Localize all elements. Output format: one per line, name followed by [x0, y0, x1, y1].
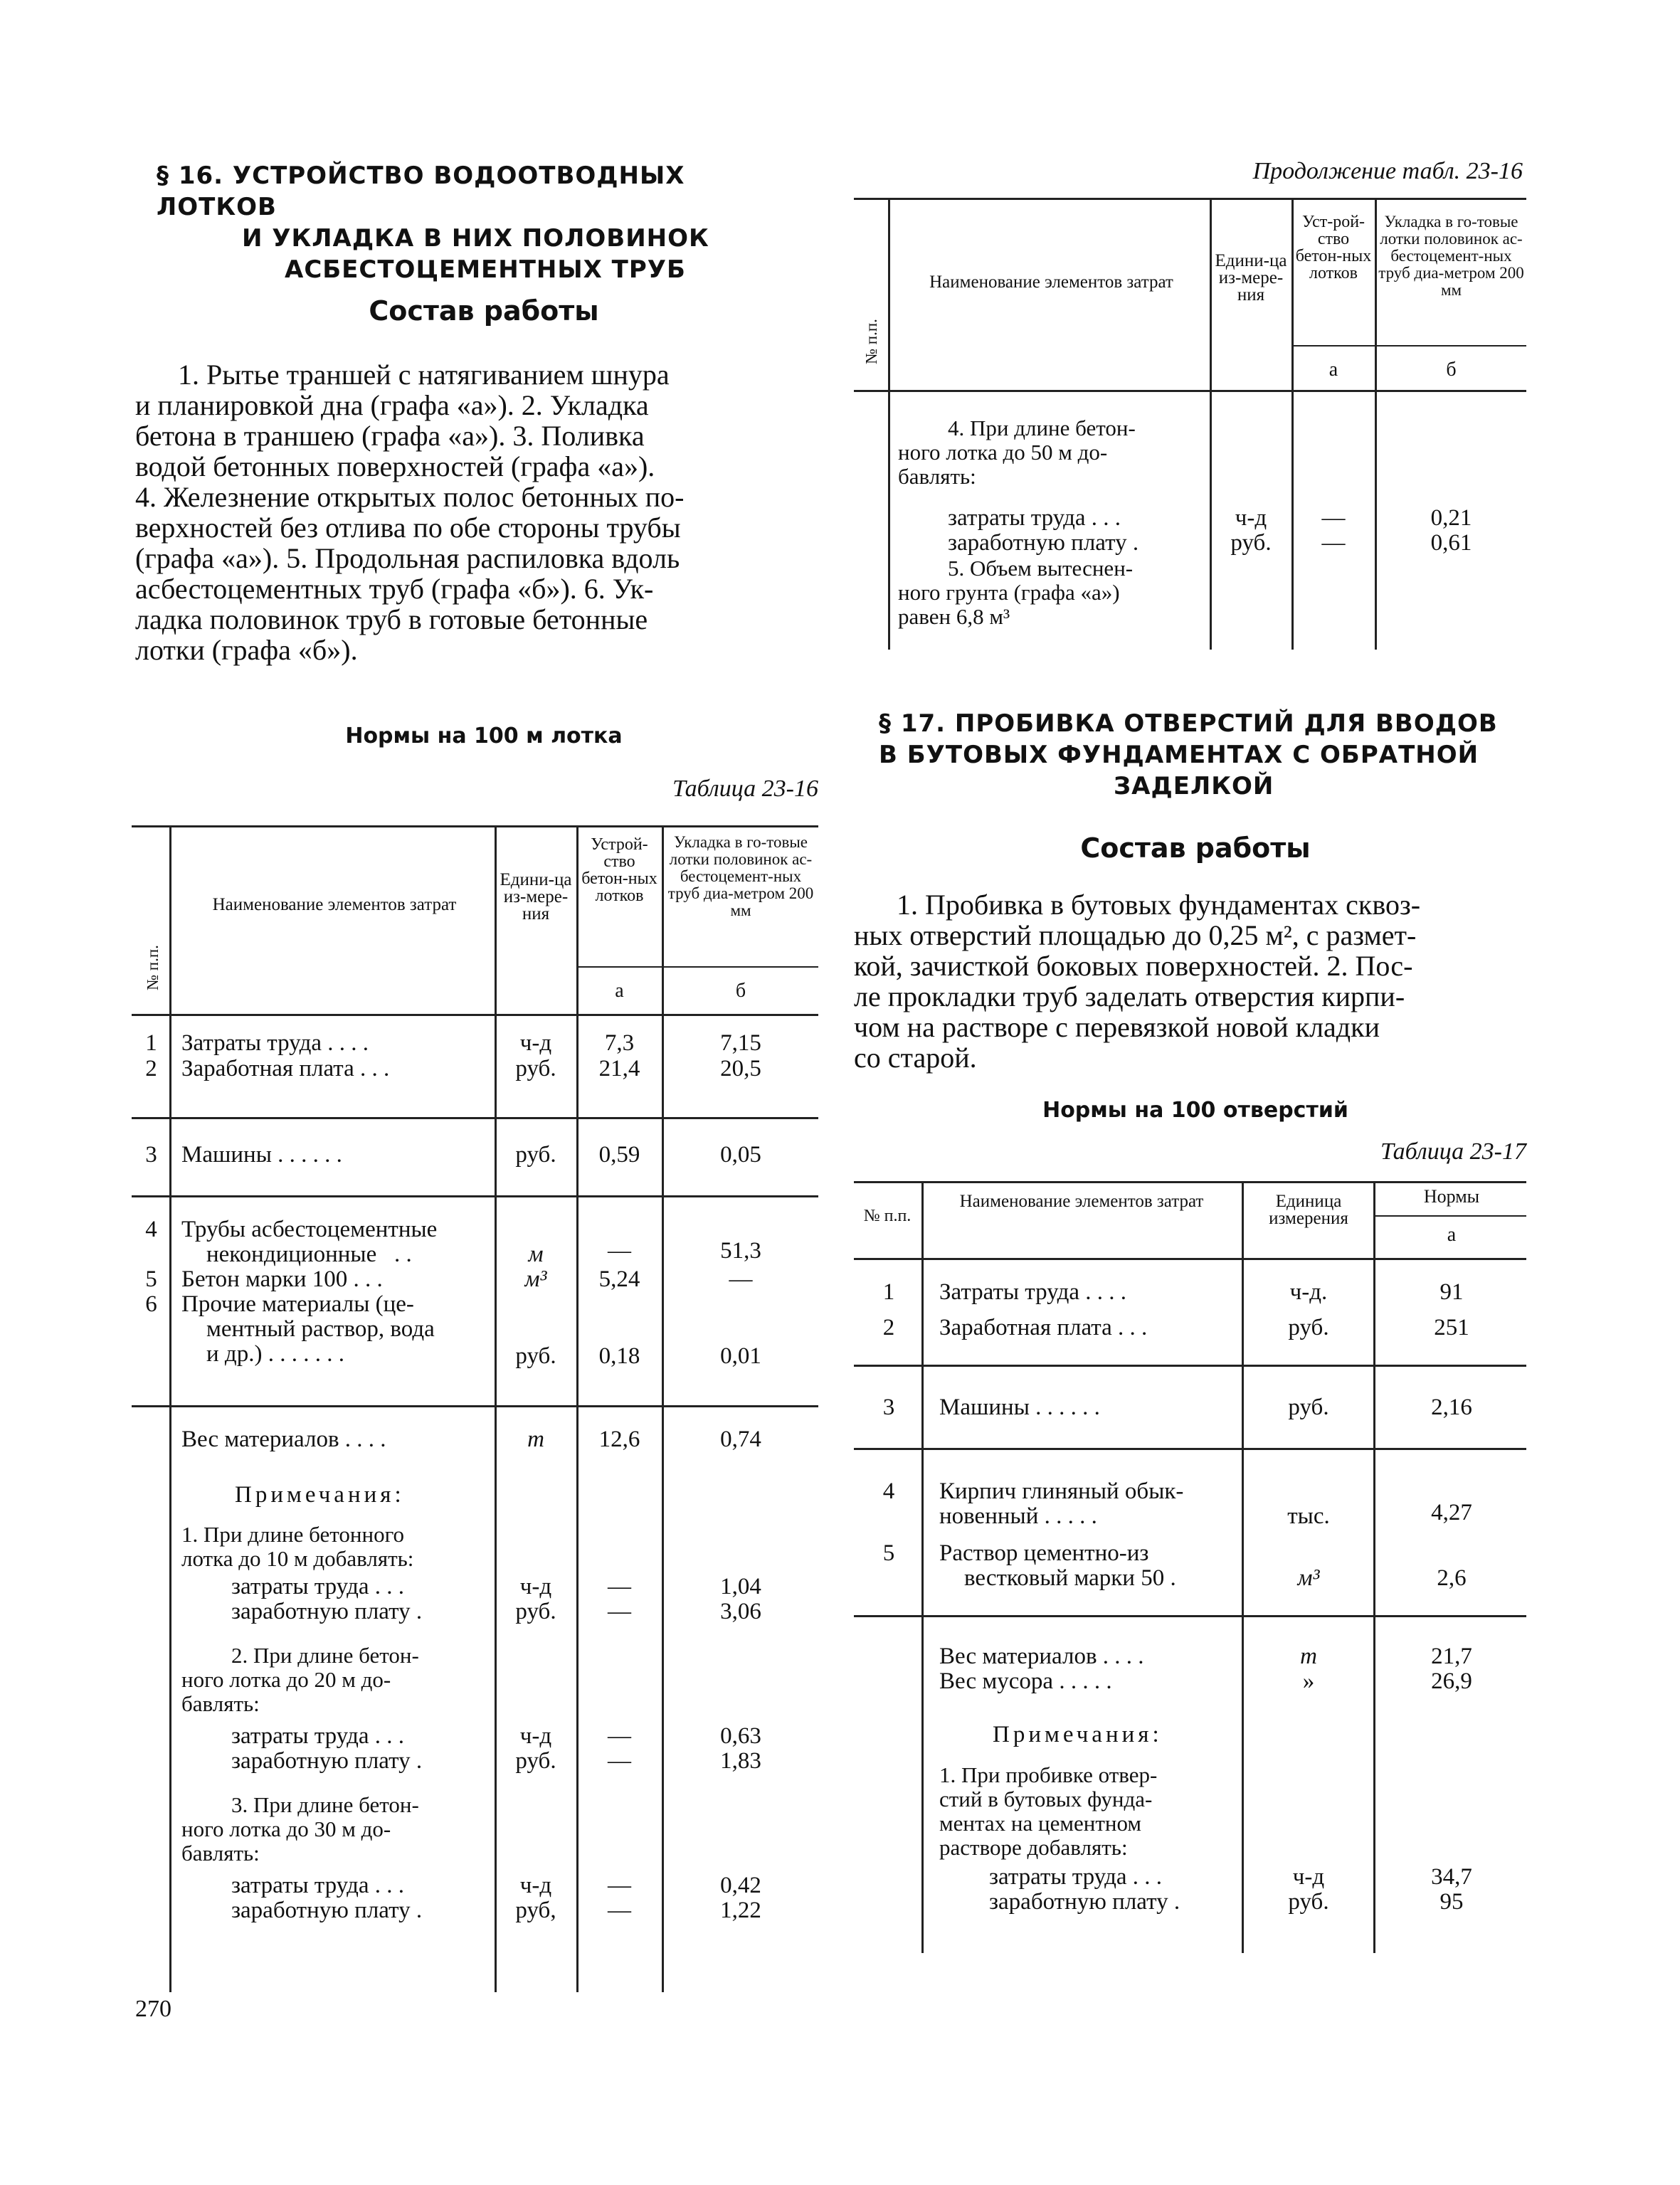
t16-n3-b2: 1,22 [720, 1898, 761, 1923]
t16-header-unit: Едини-ца из-мере-ния [500, 870, 572, 924]
t17-r5-a: 2,6 [1437, 1565, 1467, 1591]
t17-header-norms: Нормы [1423, 1186, 1480, 1207]
t17-n1-unit1: ч-д [1292, 1864, 1325, 1890]
t17-r3-name: Машины [939, 1395, 1030, 1420]
t17-n1-labor: затраты труда [989, 1864, 1127, 1890]
t17-r2-name: Заработная плата [939, 1315, 1112, 1340]
t16-n2-unit1: ч-д [519, 1723, 552, 1749]
t17-r4-num: 4 [882, 1478, 895, 1504]
section-17-body: 1. Пробивка в бутовых фундаментах сквоз- ных отверстий площадью до 0,25 м², с размет- кой, зачисткой боковых поверхностей. 2. Пос- ле прокладки труб заделать отверстия кирпи- чом на растворе с перевязкой новой кладки со старой. [854, 889, 1421, 1074]
t17-weight-a: 21,7 [1431, 1644, 1472, 1669]
cont-note4: 4. При длине бетон- ного лотка до 50 м до- бавлять: [898, 416, 1136, 489]
section-17-subtitle: Состав работы [1080, 832, 1311, 864]
t17-notes-title: Примечания: [993, 1722, 1163, 1747]
continuation-caption: Продолжение табл. 23-16 [1252, 158, 1523, 184]
t17-n1-a2: 95 [1439, 1889, 1464, 1915]
table-23-17-norms-heading: Нормы на 100 отверстий [1042, 1098, 1348, 1123]
cont-col-b-label: б [1446, 359, 1457, 381]
t16-r6-num: 6 [145, 1291, 157, 1317]
t16-col-b-label: б [735, 980, 746, 1002]
t16-n1-a1: — [608, 1574, 631, 1599]
t17-r3-num: 3 [882, 1395, 895, 1420]
table-23-16-norms-heading: Нормы на 100 м лотка [345, 724, 623, 748]
t16-r1-num: 1 [145, 1030, 157, 1056]
t16-n2-a1: — [608, 1723, 631, 1749]
t16-r6-name2: ментный раствор, вода [206, 1316, 435, 1342]
t16-r4-name2: некондиционные [206, 1242, 377, 1267]
t16-r1-b: 7,15 [720, 1030, 761, 1056]
t16-header-num: № п.п. [144, 945, 162, 990]
t16-r5-name: Бетон марки 100 [181, 1266, 348, 1292]
cont-header-name: Наименование элементов затрат [929, 273, 1173, 292]
t16-note1: 1. При длине бетонного лотка до 10 м добавлять: [181, 1522, 414, 1571]
t17-r2-num: 2 [882, 1315, 895, 1340]
t17-weight-unit: т [1300, 1644, 1317, 1669]
t17-r4-name2: новенный [939, 1503, 1039, 1529]
t16-n2-labor: затраты труда [231, 1723, 369, 1749]
t16-n3-a1: — [608, 1873, 631, 1898]
t16-header-b: Укладка в го-товые лотки половинок ас-бестоцемент-ных труб диа-метром 200 мм [667, 833, 814, 919]
t17-header-unit: Единица измерения [1269, 1192, 1348, 1228]
t16-r3-num: 3 [145, 1142, 157, 1168]
t16-n1-labor: затраты труда [231, 1574, 369, 1599]
t16-weight-name: Вес материалов [181, 1427, 339, 1452]
t16-r3-unit: руб. [515, 1142, 556, 1168]
t17-r4-unit: тыс. [1287, 1503, 1330, 1529]
t16-r5-b: — [729, 1266, 753, 1292]
t17-r1-name: Затраты труда [939, 1279, 1080, 1305]
t16-r3-a: 0,59 [598, 1142, 640, 1168]
t16-weight-b: 0,74 [720, 1427, 761, 1452]
t16-r5-unit: м³ [524, 1266, 547, 1292]
t17-r5-unit: м³ [1297, 1565, 1320, 1591]
t16-r2-unit: руб. [515, 1056, 556, 1081]
t16-r5-a: 5,24 [598, 1266, 640, 1292]
t16-r2-num: 2 [145, 1056, 157, 1081]
table-23-16-caption: Таблица 23-16 [672, 776, 818, 802]
t17-n1-unit2: руб. [1288, 1889, 1329, 1915]
t16-n2-wage: заработную плату [231, 1748, 411, 1774]
t17-n1-wage: заработную плату [989, 1889, 1168, 1915]
t16-n3-unit2: руб, [515, 1898, 556, 1923]
t16-n3-labor: затраты труда [231, 1873, 369, 1898]
t16-n3-b1: 0,42 [720, 1873, 761, 1898]
cont-header-b: Укладка в го-товые лотки половинок ас-бестоцемент-ных труб диа-метром 200 мм [1378, 213, 1524, 299]
cont-header-num: № п.п. [862, 319, 880, 364]
t17-header-name: Наименование элементов затрат [959, 1192, 1204, 1211]
t16-n3-unit1: ч-д [519, 1873, 552, 1898]
t16-note3: 3. При длине бетон- ного лотка до 30 м до- бавлять: [181, 1792, 419, 1866]
t16-r6-name3: и др.) [206, 1341, 263, 1367]
t16-r4-b: 51,3 [720, 1238, 761, 1264]
t17-r1-a: 91 [1439, 1279, 1464, 1305]
t17-r3-unit: руб. [1288, 1395, 1329, 1420]
table-23-17-caption: Таблица 23-17 [1380, 1138, 1526, 1165]
t16-header-name: Наименование элементов затрат [212, 895, 457, 914]
t17-debris-unit: » [1302, 1668, 1315, 1694]
t16-r1-name: Затраты труда [181, 1030, 322, 1056]
t17-r5-name1: Раствор цементно-из [939, 1540, 1149, 1566]
t17-debris-a: 26,9 [1431, 1668, 1472, 1694]
t16-r4-unit: м [528, 1242, 544, 1267]
t16-n1-unit2: руб. [515, 1599, 556, 1624]
cont-n4-b2: 0,61 [1430, 530, 1472, 556]
t16-col-a-label: а [615, 980, 624, 1002]
cont-n4-b1: 0,21 [1430, 505, 1472, 531]
t17-r5-name2: вестковый марки 50 [964, 1565, 1165, 1591]
t16-n1-unit1: ч-д [519, 1574, 552, 1599]
t16-r1-unit: ч-д [519, 1030, 552, 1056]
t16-r6-b: 0,01 [720, 1343, 761, 1369]
cont-n4-a2: — [1321, 530, 1346, 556]
t17-r1-num: 1 [882, 1279, 895, 1305]
t16-r2-b: 20,5 [720, 1056, 761, 1081]
t16-weight-unit: т [527, 1427, 544, 1452]
section-16-title: § 16. УСТРОЙСТВО ВОДООТВОДНЫХ ЛОТКОВ И УКЛАДКА В НИХ ПОЛОВИНОК АСБЕСТОЦЕМЕНТНЫХ ТРУБ [157, 162, 709, 284]
t16-weight-a: 12,6 [598, 1427, 640, 1452]
cont-n4-labor: затраты труда [948, 505, 1086, 531]
t16-r3-name: Машины [181, 1142, 272, 1168]
t16-header-a: Устрой-ство бетон-ных лотков [581, 835, 657, 905]
t16-r6-unit: руб. [515, 1343, 556, 1369]
section-16-subtitle: Состав работы [369, 295, 599, 327]
t17-n1-a1: 34,7 [1431, 1864, 1472, 1890]
t16-r1-a: 7,3 [604, 1030, 635, 1056]
t16-r6-a: 0,18 [598, 1343, 640, 1369]
t16-r4-name1: Трубы асбестоцементные [181, 1217, 438, 1242]
t16-n2-b2: 1,83 [720, 1748, 761, 1774]
t16-n1-b2: 3,06 [720, 1599, 761, 1624]
t16-r2-a: 21,4 [598, 1056, 640, 1081]
section-16-body: 1. Рытье траншей с натягиванием шнура и планировкой дна (графа «а»). 2. Укладка бетона в траншею (графа «а»). 3. Поливка водой бетонных поверхностей (графа «а»). 4. Железнение открытых полос бетонных по- верхностей без отлива по обе стороны трубы (графа «а»). 5. Продольная распиловка вдоль асбестоцементных труб (графа «б»). 6. Ук- ладка половинок труб в готовые бетонные лотки (графа «б»). [135, 359, 685, 666]
t16-r4-num: 4 [145, 1217, 157, 1242]
t17-r4-name1: Кирпич глиняный обык- [939, 1478, 1184, 1504]
t16-r2-name: Заработная плата [181, 1056, 354, 1081]
cont-n4-wage: заработную плату [948, 530, 1127, 556]
t17-r5-num: 5 [882, 1540, 895, 1566]
section-17-title: § 17. ПРОБИВКА ОТВЕРСТИЙ ДЛЯ ВВОДОВ В БУТОВЫХ ФУНДАМЕНТАХ С ОБРАТНОЙ ЗАДЕЛКОЙ [879, 709, 1498, 800]
cont-n4-unit1: ч-д [1235, 505, 1267, 531]
cont-header-a: Уст-рой-ство бетон-ных лотков [1295, 213, 1372, 282]
t16-n1-wage: заработную плату [231, 1599, 411, 1624]
t16-n2-a2: — [608, 1748, 631, 1774]
t16-r4-a: — [608, 1238, 631, 1264]
t16-r5-num: 5 [145, 1266, 157, 1292]
t16-n3-wage: заработную плату [231, 1898, 411, 1923]
t17-debris-name: Вес мусора [939, 1668, 1054, 1694]
t16-r3-b: 0,05 [720, 1142, 761, 1168]
t16-note2: 2. При длине бетон- ного лотка до 20 м до- бавлять: [181, 1643, 419, 1716]
page-number: 270 [135, 1996, 171, 2022]
cont-n4-unit2: руб. [1230, 530, 1272, 556]
t17-col-a-label: а [1447, 1224, 1457, 1246]
t17-r4-a: 4,27 [1431, 1500, 1472, 1525]
t17-r1-unit: ч-д. [1289, 1279, 1328, 1305]
t17-r2-unit: руб. [1288, 1315, 1329, 1340]
t16-r6-name1: Прочие материалы (це- [181, 1291, 414, 1317]
t16-n2-b1: 0,63 [720, 1723, 761, 1749]
t17-r2-a: 251 [1434, 1315, 1469, 1340]
t17-weight-name: Вес материалов [939, 1644, 1097, 1669]
cont-header-unit: Едини-ца из-мере-ния [1215, 251, 1287, 305]
cont-n4-a1: — [1321, 505, 1346, 531]
cont-note5: 5. Объем вытеснен- ного грунта (графа «а») равен 6,8 м³ [898, 556, 1134, 629]
t16-notes-title: Примечания: [235, 1482, 405, 1508]
cont-col-a-label: а [1328, 359, 1338, 381]
t16-n3-a2: — [608, 1898, 631, 1923]
t16-n2-unit2: руб. [515, 1748, 556, 1774]
t16-n1-a2: — [608, 1599, 631, 1624]
t17-note1: 1. При пробивке отвер- стий в бутовых фунда- ментах на цементном растворе добавлять: [939, 1762, 1158, 1860]
t17-header-num: № п.п. [863, 1207, 912, 1225]
t17-r3-a: 2,16 [1431, 1395, 1472, 1420]
t16-n1-b1: 1,04 [720, 1574, 761, 1599]
